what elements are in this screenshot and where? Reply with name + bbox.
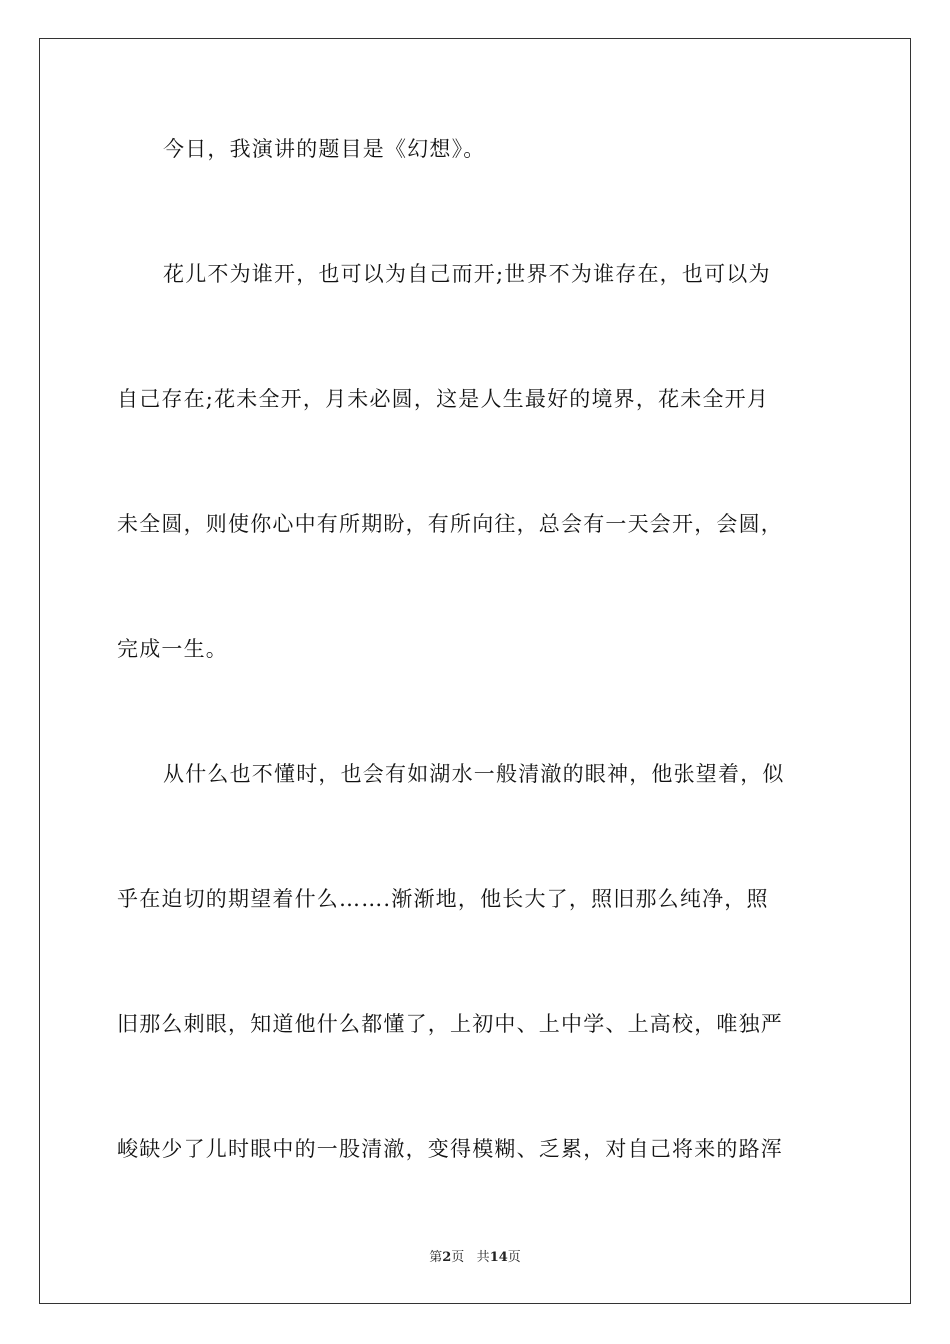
text-line-9: 峻缺少了儿时眼中的一股清澈，变得模糊、乏累，对自己将来的路浑: [117, 1137, 783, 1161]
page-current: 2: [442, 1250, 452, 1265]
text-line-7: 乎在迫切的期望着什么…….渐渐地，他长大了，照旧那么纯净，照: [117, 887, 769, 911]
text-line-2: 花儿不为谁开，也可以为自己而开;世界不为谁存在，也可以为: [163, 262, 771, 286]
text-line-4: 未全圆，则使你心中有所期盼，有所向往，总会有一天会开，会圆，: [117, 512, 783, 536]
page-total: 14: [489, 1250, 508, 1265]
page-border: [39, 38, 911, 1304]
text-line-1: 今日，我演讲的题目是《幻想》。: [163, 137, 486, 161]
text-line-3: 自己存在;花未全开，月未必圆，这是人生最好的境界，花未全开月: [117, 387, 770, 411]
page-suffix: 页: [451, 1250, 465, 1265]
total-suffix: 页: [507, 1250, 521, 1265]
page-prefix: 第: [429, 1250, 443, 1265]
text-line-6: 从什么也不懂时，也会有如湖水一般清澈的眼神，他张望着，似: [163, 762, 785, 786]
text-line-8: 旧那么刺眼，知道他什么都懂了，上初中、上中学、上高校，唯独严: [117, 1012, 783, 1036]
text-line-5: 完成一生。: [117, 637, 228, 661]
page-footer: [0, 1246, 950, 1265]
total-prefix: 共: [476, 1250, 490, 1265]
